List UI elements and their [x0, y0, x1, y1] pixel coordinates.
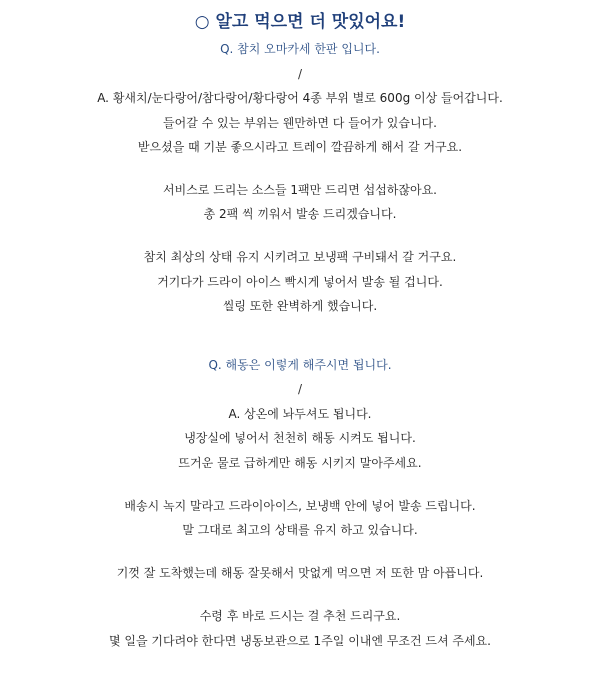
- faq2-storage-line: 수령 후 바로 드시는 걸 추천 드리구요.: [199, 609, 401, 623]
- notice-title: ○ 알고 먹으면 더 맛있어요!: [194, 12, 406, 32]
- faq1-packaging-line: 씰링 또한 완벽하게 했습니다.: [222, 299, 378, 313]
- faq2-answer-line: 냉장실에 넣어서 천천히 해동 시켜도 됩니다.: [184, 431, 416, 445]
- faq2-warning-line: 기껏 잘 도착했는데 해동 잘못해서 맛없게 먹으면 저 또한 맘 아픕니다.: [116, 566, 484, 580]
- faq2-storage-line: 몇 일을 기다려야 한다면 냉동보관으로 1주일 이내엔 무조건 드셔 주세요.: [109, 634, 491, 648]
- faq1-sauce-line: 서비스로 드리는 소스들 1팩만 드리면 섭섭하잖아요.: [163, 183, 437, 197]
- faq1-answer-line: 들어갈 수 있는 부위는 웬만하면 다 들어가 있습니다.: [163, 116, 437, 130]
- faq2-question: Q. 해동은 이렇게 해주시면 됩니다.: [208, 358, 392, 372]
- faq1-question: Q. 참치 오마카세 한판 입니다.: [220, 42, 380, 56]
- faq2-answer-line: A. 상온에 놔두셔도 됩니다.: [228, 407, 372, 421]
- faq1-packaging-line: 거기다가 드라이 아이스 빡시게 넣어서 발송 될 겁니다.: [157, 275, 443, 289]
- faq1-answer-line: 받으셨을 때 기분 좋으시라고 트레이 깔끔하게 해서 갈 거구요.: [137, 140, 463, 154]
- faq1-answer-line: A. 황새치/눈다랑어/참다랑어/황다랑어 4종 부위 별로 600g 이상 들어갑니다.: [97, 91, 503, 105]
- faq2-answer-line: 뜨거운 물로 급하게만 해동 시키지 말아주세요.: [178, 456, 422, 470]
- faq2-separator: /: [297, 382, 303, 396]
- faq1-sauce-line: 총 2팩 씩 끼워서 발송 드리겠습니다.: [203, 207, 397, 221]
- faq1-separator: /: [297, 67, 303, 81]
- faq1-packaging-line: 참치 최상의 상태 유지 시키려고 보냉팩 구비돼서 갈 거구요.: [143, 250, 457, 264]
- faq2-shipping-line: 배송시 녹지 말라고 드라이아이스, 보냉백 안에 넣어 발송 드립니다.: [124, 499, 476, 513]
- faq2-shipping-line: 말 그대로 최고의 상태를 유지 하고 있습니다.: [182, 523, 418, 537]
